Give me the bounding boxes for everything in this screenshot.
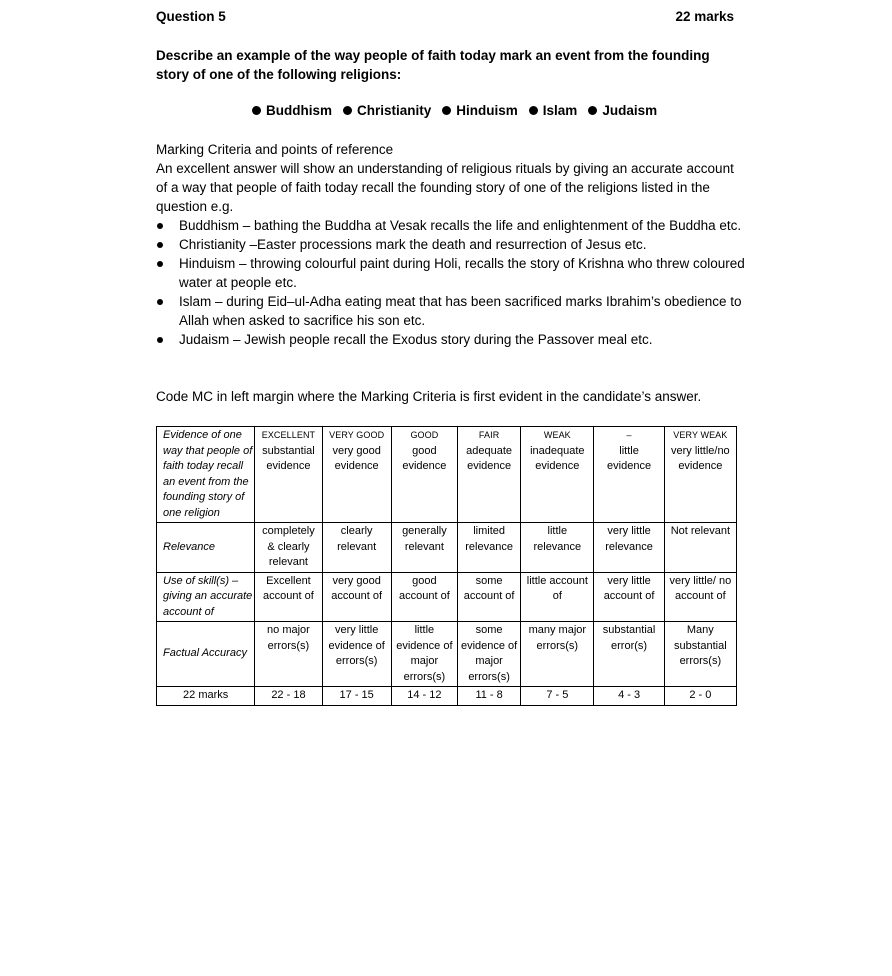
rubric-table [156, 426, 737, 706]
rubric-row [157, 427, 737, 523]
rubric-cell: Not relevant [664, 523, 736, 573]
grade-label: GOOD [410, 430, 439, 440]
criteria-example: Hinduism – throwing colourful paint during Holi, recalls the story of Krishna who threw coloured water at people etc. [156, 254, 746, 292]
criteria-example: Christianity –Easter processions mark the death and resurrection of Jesus etc. [156, 235, 746, 254]
rubric-cell: very little relevance [594, 523, 664, 573]
rubric-cell: limited relevance [458, 523, 521, 573]
rubric-cell: EXCELLENT substantial evidence [255, 427, 322, 523]
criterion-label: Evidence of one way that people of faith today recall an event from the founding story of one religion [157, 427, 255, 523]
religion-item: Islam [529, 103, 578, 118]
bullet-icon [529, 106, 538, 115]
criteria-examples [156, 216, 746, 349]
mark-range: 7 - 5 [521, 687, 594, 706]
mark-range: 11 - 8 [458, 687, 521, 706]
rubric-cell: – little evidence [594, 427, 664, 523]
criterion-label: Relevance [157, 523, 255, 573]
mark-range: 17 - 15 [322, 687, 391, 706]
mark-range: 14 - 12 [391, 687, 457, 706]
rubric-cell: little evidence of major errors(s) [391, 622, 457, 687]
criterion-label: Use of skill(s) – giving an accurate account of [157, 572, 255, 622]
code-note: Code MC in left margin where the Marking Criteria is first evident in the candidate’s answer. [156, 389, 702, 404]
marks-row [157, 687, 737, 706]
criteria-example: Islam – during Eid–ul-Adha eating meat that has been sacrificed marks Ibrahim’s obedience to Allah when asked to sacrifice his son etc. [156, 292, 746, 330]
rubric-row [157, 572, 737, 622]
criteria-heading: Marking Criteria and points of reference [156, 142, 394, 157]
rubric-cell: VERY WEAK very little/no evidence [664, 427, 736, 523]
rubric-cell: very good account of [322, 572, 391, 622]
religion-list [252, 103, 657, 118]
criterion-label: Factual Accuracy [157, 622, 255, 687]
bullet-icon [157, 223, 163, 229]
rubric-cell: completely & clearly relevant [255, 523, 322, 573]
criteria-intro: An excellent answer will show an understanding of religious rituals by giving an accurate account of a way that people of faith today recall the founding story of one of the religions listed in the question e.g. [156, 161, 734, 214]
question-number: Question 5 [156, 9, 226, 24]
mark-range: 4 - 3 [594, 687, 664, 706]
bullet-icon [442, 106, 451, 115]
religion-item: Hinduism [442, 103, 518, 118]
rubric-cell: very little evidence of errors(s) [322, 622, 391, 687]
rubric-cell: very little/ no account of [664, 572, 736, 622]
rubric-cell: Many substantial errors(s) [664, 622, 736, 687]
criteria-example: Buddhism – bathing the Buddha at Vesak recalls the life and enlightenment of the Buddha etc. [156, 216, 746, 235]
rubric-cell: some evidence of major errors(s) [458, 622, 521, 687]
rubric-cell: substantial error(s) [594, 622, 664, 687]
grade-label: WEAK [543, 430, 571, 440]
question-marks: 22 marks [675, 9, 734, 24]
bullet-icon [588, 106, 597, 115]
marks-label: 22 marks [157, 687, 255, 706]
marking-criteria [156, 140, 746, 349]
rubric-cell: generally relevant [391, 523, 457, 573]
rubric-cell: very little account of [594, 572, 664, 622]
question-prompt: Describe an example of the way people of faith today mark an event from the founding story of one of the following religions: [156, 48, 710, 82]
religion-item: Judaism [588, 103, 657, 118]
rubric-cell: GOOD good evidence [391, 427, 457, 523]
rubric-row [157, 622, 737, 687]
rubric-row [157, 523, 737, 573]
grade-label: FAIR [478, 430, 500, 440]
bullet-icon [157, 261, 163, 267]
rubric-cell: no major errors(s) [255, 622, 322, 687]
question-header [156, 9, 736, 27]
rubric-cell: FAIR adequate evidence [458, 427, 521, 523]
rubric-cell: good account of [391, 572, 457, 622]
rubric-cell: many major errors(s) [521, 622, 594, 687]
bullet-icon [157, 242, 163, 248]
mark-range: 2 - 0 [664, 687, 736, 706]
religion-item: Christianity [343, 103, 431, 118]
bullet-icon [157, 299, 163, 305]
religion-item: Buddhism [252, 103, 332, 118]
bullet-icon [252, 106, 261, 115]
bullet-icon [343, 106, 352, 115]
rubric-cell: clearly relevant [322, 523, 391, 573]
grade-label: VERY GOOD [329, 430, 385, 440]
bullet-icon [157, 337, 163, 343]
rubric-cell: little relevance [521, 523, 594, 573]
rubric-cell: little account of [521, 572, 594, 622]
rubric-cell: Excellent account of [255, 572, 322, 622]
grade-label: EXCELLENT [261, 430, 316, 440]
grade-label: VERY WEAK [673, 430, 728, 440]
mark-range: 22 - 18 [255, 687, 322, 706]
rubric-cell: some account of [458, 572, 521, 622]
grade-label: – [626, 430, 632, 440]
rubric-cell: VERY GOOD very good evidence [322, 427, 391, 523]
criteria-example: Judaism – Jewish people recall the Exodus story during the Passover meal etc. [156, 330, 746, 349]
rubric-cell: WEAK inadequate evidence [521, 427, 594, 523]
